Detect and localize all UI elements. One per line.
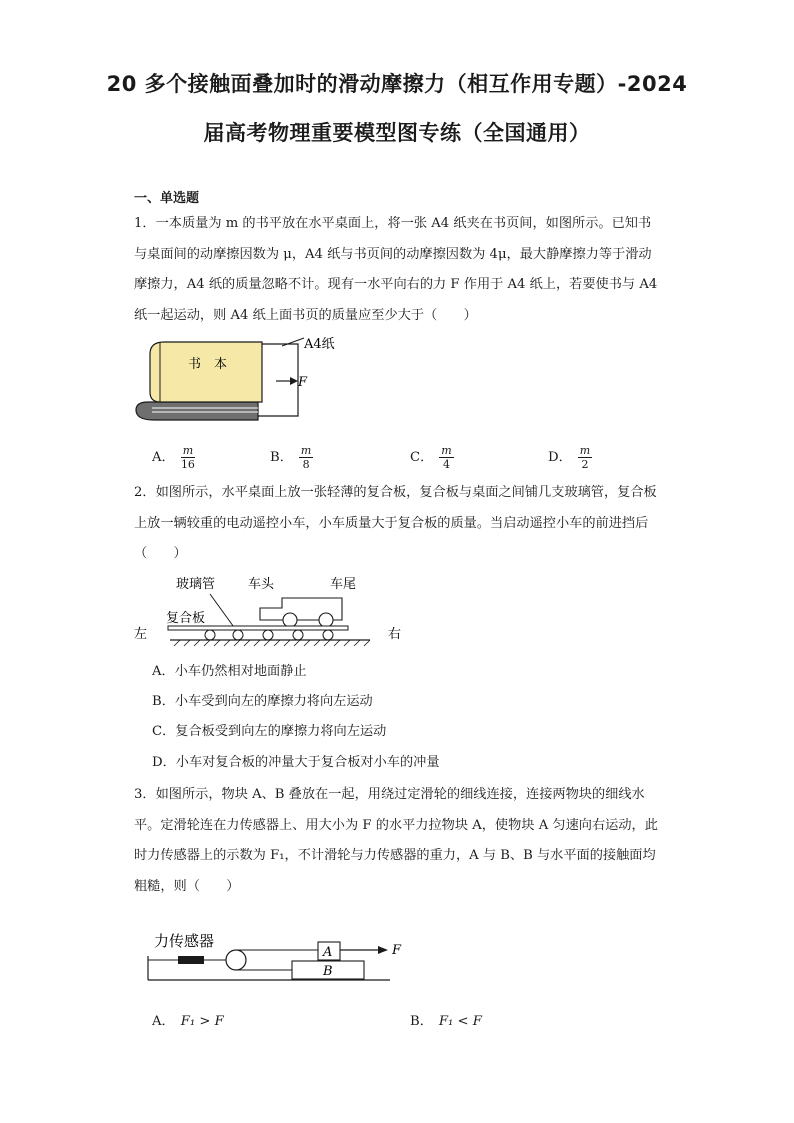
book-label: 书 本	[188, 357, 228, 372]
q1-option-d[interactable]: D． $\frac{m}{2}$	[548, 444, 591, 471]
q3-option-a[interactable]: A． F₁ > F	[152, 1014, 224, 1029]
head-label: 车头	[248, 577, 275, 592]
q2-option-d[interactable]: D．小车对复合板的冲量大于复合板对小车的冲量	[152, 755, 440, 770]
q1-option-a[interactable]: A． $\frac{m}{16}$	[152, 444, 195, 471]
book-bottom-shape	[136, 402, 258, 420]
doc-title-line2: 届高考物理重要模型图专练（全国通用）	[203, 121, 591, 145]
q1-stem: 1．一本质量为 m 的书平放在水平桌面上，将一张 A4 纸夹在书页间，如图所示。已知书与桌面间的动摩擦因数为 μ，A4 纸与书页间的动摩擦因数为 4μ，最大静摩擦力等于滑动摩擦力，A4 纸的质量忽略不计。现有一水平向右的力 F 作用于 A4 纸上，若要使书与 A4 纸一起运动，则 A4 纸上面书页的质量应至少大于（ ）	[134, 216, 658, 323]
q3-figure	[142, 928, 422, 990]
q3-stem: 3．如图所示，物块 A、B 叠放在一起，用绕过定滑轮的细线连接，连接两物块的细线水平。定滑轮连在力传感器上、用大小为 F 的水平力拉物块 A，使物块 A 匀速向右运动，此时力传感器上的示数为 F₁，不计滑轮与力传感器的重力，A 与 B、B 与水平面的接触面均粗糙，则（ ）	[134, 787, 658, 894]
force-f-label: F	[392, 943, 402, 958]
a4-label: A4纸	[304, 337, 335, 352]
right-label: 右	[388, 627, 402, 642]
q1-figure	[130, 336, 360, 436]
tube-label: 玻璃管	[176, 577, 216, 592]
book-cover-shape	[150, 342, 262, 402]
sensor-shape	[178, 956, 204, 964]
left-label: 左	[134, 627, 148, 642]
tail-label: 车尾	[330, 577, 357, 592]
block-b-label: B	[323, 964, 333, 979]
q2-option-c[interactable]: C．复合板受到向左的摩擦力将向左运动	[152, 724, 387, 739]
sensor-label: 力传感器	[154, 932, 215, 950]
pulley-shape	[226, 950, 246, 970]
q2-option-b[interactable]: B．小车受到向左的摩擦力将向左运动	[152, 694, 373, 709]
board-label: 复合板	[166, 611, 206, 626]
doc-title-line1: 20 多个接触面叠加时的滑动摩擦力（相互作用专题）-2024	[106, 72, 688, 96]
block-a-label: A	[323, 945, 333, 960]
q2-stem: 2．如图所示，水平桌面上放一张轻薄的复合板，复合板与桌面之间铺几支玻璃管，复合板上放一辆较重的电动遥控小车，小车质量大于复合板的质量。当启动遥控小车的前进挡后（ ）	[134, 485, 657, 561]
section-heading: 一、单选题	[134, 191, 200, 206]
q3-option-b[interactable]: B． F₁ < F	[410, 1014, 482, 1029]
force-label: F	[298, 375, 308, 390]
q1-option-c[interactable]: C． $\frac{m}{4}$	[410, 444, 452, 471]
q2-option-a[interactable]: A．小车仍然相对地面静止	[152, 664, 307, 679]
q2-figure	[130, 570, 420, 650]
q1-option-b[interactable]: B． $\frac{m}{8}$	[270, 444, 312, 471]
